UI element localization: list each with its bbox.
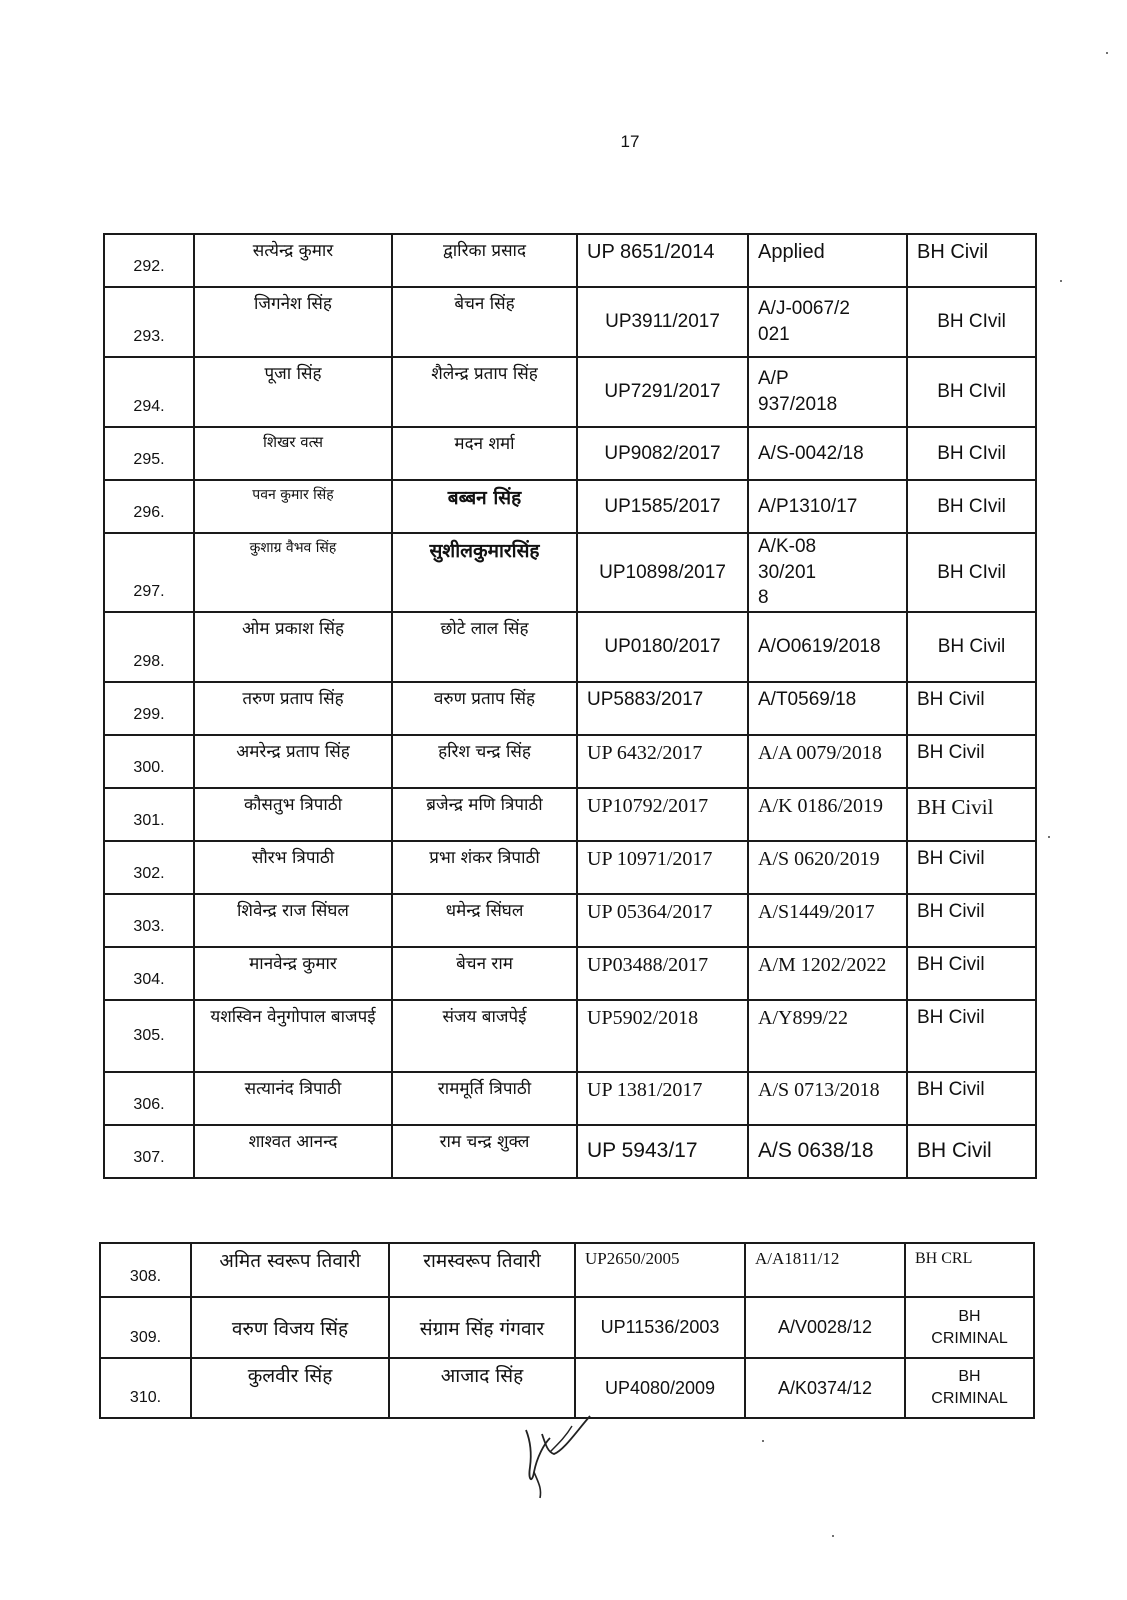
cadre-cell: BH CIvil <box>907 427 1036 480</box>
scan-speck <box>1048 836 1050 838</box>
table-row <box>104 735 1036 788</box>
table-row <box>104 841 1036 894</box>
serial-cell: 310. <box>100 1358 191 1418</box>
reference-cell <box>748 287 907 357</box>
father-name-cell: राम चन्द्र शुक्ल <box>392 1125 577 1178</box>
father-name-cell: ब्रजेन्द्र मणि त्रिपाठी <box>392 788 577 841</box>
registration-cell: UP 6432/2017 <box>577 735 748 788</box>
serial-cell: 301. <box>104 788 194 841</box>
cadre-cell: BH CRL <box>905 1243 1034 1297</box>
serial-cell: 305. <box>104 1000 194 1072</box>
registration-cell: UP10792/2017 <box>577 788 748 841</box>
name-cell: पवन कुमार सिंह <box>194 480 392 533</box>
serial-cell: 297. <box>104 533 194 612</box>
serial-cell: 300. <box>104 735 194 788</box>
registration-cell: UP 1381/2017 <box>577 1072 748 1125</box>
reference-cell: A/T0569/18 <box>748 682 907 735</box>
reference-cell <box>748 612 907 682</box>
registration-cell: UP7291/2017 <box>577 357 748 427</box>
reference-cell: Applied <box>748 234 907 287</box>
table-row <box>104 1000 1036 1072</box>
father-name-cell: धमेन्द्र सिंघल <box>392 894 577 947</box>
table-row <box>104 427 1036 480</box>
name-cell: तरुण प्रताप सिंह <box>194 682 392 735</box>
registration-cell: UP3911/2017 <box>577 287 748 357</box>
name-cell: शिखर वत्स <box>194 427 392 480</box>
table-row <box>104 894 1036 947</box>
registration-cell: UP 10971/2017 <box>577 841 748 894</box>
reference-cell: A/M 1202/2022 <box>748 947 907 1000</box>
table-row <box>100 1358 1034 1418</box>
reference-cell: A/S 0638/18 <box>748 1125 907 1178</box>
father-name-cell: द्वारिका प्रसाद <box>392 234 577 287</box>
name-cell: वरुण विजय सिंह <box>191 1297 389 1358</box>
reference-cell: A/S 0713/2018 <box>748 1072 907 1125</box>
father-name-cell: प्रभा शंकर त्रिपाठी <box>392 841 577 894</box>
registration-cell: UP5902/2018 <box>577 1000 748 1072</box>
table-row <box>104 612 1036 682</box>
table-row <box>104 357 1036 427</box>
cadre-cell: BH CIvil <box>907 533 1036 612</box>
registration-cell: UP11536/2003 <box>575 1297 745 1358</box>
name-cell: अमित स्वरूप तिवारी <box>191 1243 389 1297</box>
table-row <box>104 1072 1036 1125</box>
father-name-cell: राममूर्ति त्रिपाठी <box>392 1072 577 1125</box>
father-name-cell: बेचन सिंह <box>392 287 577 357</box>
table-row <box>104 480 1036 533</box>
reference-text: A/K-0830/2018 <box>758 536 817 609</box>
table-row <box>104 234 1036 287</box>
scan-speck <box>762 1440 764 1442</box>
table-row <box>100 1243 1034 1297</box>
cadre-cell: BH Civil <box>907 841 1036 894</box>
registration-cell: UP10898/2017 <box>577 533 748 612</box>
reference-cell: A/S 0620/2019 <box>748 841 907 894</box>
registration-cell: UP0180/2017 <box>577 612 748 682</box>
father-name-cell: बब्बन सिंह <box>392 480 577 533</box>
scan-speck <box>1060 280 1062 282</box>
name-cell: कुलवीर सिंह <box>191 1358 389 1418</box>
serial-cell: 292. <box>104 234 194 287</box>
serial-cell: 298. <box>104 612 194 682</box>
page-number: 17 <box>620 132 640 151</box>
reference-cell <box>748 533 907 612</box>
reference-cell <box>748 357 907 427</box>
enrollment-table-b <box>99 1242 1035 1419</box>
father-name-cell: वरुण प्रताप सिंह <box>392 682 577 735</box>
father-name-cell: छोटे लाल सिंह <box>392 612 577 682</box>
scan-speck <box>832 1535 834 1537</box>
serial-cell: 309. <box>100 1297 191 1358</box>
registration-cell: UP9082/2017 <box>577 427 748 480</box>
reference-text: A/P 937/2018 <box>758 368 838 415</box>
registration-cell: UP2650/2005 <box>575 1243 745 1297</box>
table-row <box>100 1297 1034 1358</box>
reference-cell: A/A 0079/2018 <box>748 735 907 788</box>
cadre-text: BH CRIMINAL <box>931 1368 1008 1407</box>
father-name-cell: शैलेन्द्र प्रताप सिंह <box>392 357 577 427</box>
name-cell: यशस्विन वेनुगोपाल बाजपई <box>194 1000 392 1072</box>
reference-cell: A/V0028/12 <box>745 1297 905 1358</box>
cadre-cell: BH Civil <box>907 234 1036 287</box>
name-cell: सत्येन्द्र कुमार <box>194 234 392 287</box>
name-cell: ओम प्रकाश सिंह <box>194 612 392 682</box>
cadre-cell: BH Civil <box>907 1072 1036 1125</box>
name-cell: कौसतुभ त्रिपाठी <box>194 788 392 841</box>
serial-cell: 296. <box>104 480 194 533</box>
reference-cell: A/S1449/2017 <box>748 894 907 947</box>
serial-cell: 304. <box>104 947 194 1000</box>
table-row <box>104 947 1036 1000</box>
table-row <box>104 533 1036 612</box>
reference-cell: A/P1310/17 <box>748 480 907 533</box>
cadre-cell <box>905 1297 1034 1358</box>
cadre-text: BH CRIMINAL <box>931 1307 1008 1347</box>
father-name-cell: हरिश चन्द्र सिंह <box>392 735 577 788</box>
name-cell: पूजा सिंह <box>194 357 392 427</box>
cadre-cell: BH CIvil <box>907 480 1036 533</box>
cadre-cell: BH Civil <box>907 788 1036 841</box>
name-cell: शाश्वत आनन्द <box>194 1125 392 1178</box>
serial-cell: 302. <box>104 841 194 894</box>
registration-cell: UP03488/2017 <box>577 947 748 1000</box>
scan-speck <box>1106 52 1108 54</box>
name-cell: कुशाग्र वैभव सिंह <box>194 533 392 612</box>
name-cell: मानवेन्द्र कुमार <box>194 947 392 1000</box>
father-name-cell: बेचन राम <box>392 947 577 1000</box>
reference-cell: A/S-0042/18 <box>748 427 907 480</box>
cadre-cell: BH Civil <box>907 612 1036 682</box>
registration-cell: UP 5943/17 <box>577 1125 748 1178</box>
father-name-cell: संजय बाजपेई <box>392 1000 577 1072</box>
registration-cell: UP4080/2009 <box>575 1358 745 1418</box>
name-cell: अमरेन्द्र प्रताप सिंह <box>194 735 392 788</box>
table-row <box>104 788 1036 841</box>
father-name-cell: सुशीलकुमारसिंह <box>392 533 577 612</box>
cadre-cell: BH Civil <box>907 735 1036 788</box>
father-name-cell: मदन शर्मा <box>392 427 577 480</box>
reference-text: A/O0619/2018 <box>758 636 881 658</box>
registration-cell: UP1585/2017 <box>577 480 748 533</box>
name-cell: सौरभ त्रिपाठी <box>194 841 392 894</box>
father-name-cell: आजाद सिंह <box>389 1358 575 1418</box>
cadre-cell: BH CIvil <box>907 287 1036 357</box>
serial-cell: 294. <box>104 357 194 427</box>
reference-cell: A/K0374/12 <box>745 1358 905 1418</box>
cadre-cell: BH Civil <box>907 894 1036 947</box>
table-row <box>104 682 1036 735</box>
reference-cell: A/A1811/12 <box>745 1243 905 1297</box>
name-cell: सत्यानंद त्रिपाठी <box>194 1072 392 1125</box>
father-name-cell: रामस्वरूप तिवारी <box>389 1243 575 1297</box>
cadre-cell: BH Civil <box>907 1125 1036 1178</box>
serial-cell: 293. <box>104 287 194 357</box>
cadre-cell: BH Civil <box>907 682 1036 735</box>
cadre-cell: BH Civil <box>907 947 1036 1000</box>
reference-cell: A/Y899/22 <box>748 1000 907 1072</box>
reference-cell: A/K 0186/2019 <box>748 788 907 841</box>
name-cell: शिवेन्द्र राज सिंघल <box>194 894 392 947</box>
reference-text: A/J-0067/2021 <box>758 298 850 345</box>
table-row <box>104 1125 1036 1178</box>
cadre-cell: BH Civil <box>907 1000 1036 1072</box>
table-row <box>104 287 1036 357</box>
registration-cell: UP5883/2017 <box>577 682 748 735</box>
serial-cell: 303. <box>104 894 194 947</box>
serial-cell: 308. <box>100 1243 191 1297</box>
name-cell: जिगनेश सिंह <box>194 287 392 357</box>
serial-cell: 295. <box>104 427 194 480</box>
cadre-cell: BH CIvil <box>907 357 1036 427</box>
cadre-cell <box>905 1358 1034 1418</box>
registration-cell: UP 8651/2014 <box>577 234 748 287</box>
serial-cell: 307. <box>104 1125 194 1178</box>
serial-cell: 299. <box>104 682 194 735</box>
handwritten-signature-icon <box>520 1412 600 1502</box>
enrollment-table-a <box>103 233 1037 1179</box>
serial-cell: 306. <box>104 1072 194 1125</box>
registration-cell: UP 05364/2017 <box>577 894 748 947</box>
father-name-cell: संग्राम सिंह गंगवार <box>389 1297 575 1358</box>
